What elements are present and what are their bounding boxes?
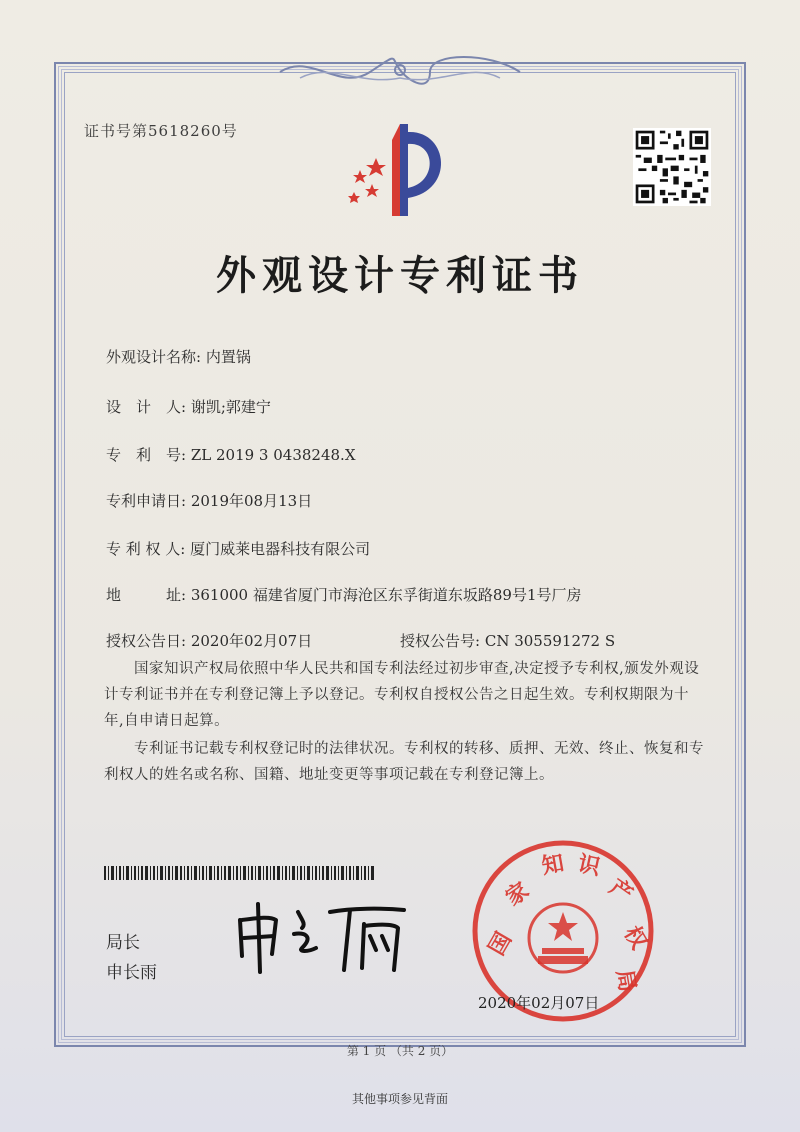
svg-text:产: 产 (604, 873, 638, 908)
patent-number-value: ZL 2019 3 0438248.X (190, 446, 356, 464)
address-label: 地 址: (106, 586, 187, 604)
page-info: 第 1 页 （共 2 页） (346, 1044, 454, 1058)
patentee-value: 厦门威莱电器科技有限公司 (190, 540, 371, 558)
back-note: 其他事项参见背面 (351, 1092, 448, 1106)
svg-text:国: 国 (483, 927, 518, 960)
svg-text:识: 识 (575, 850, 603, 881)
patent-number-label: 专 利 号: (106, 446, 187, 464)
designer-row (106, 396, 271, 417)
qr-code-icon (633, 128, 711, 206)
certificate-number: 证书号第5618260号 (84, 122, 238, 140)
top-ornament-icon (270, 52, 530, 92)
design-name-row (106, 346, 251, 367)
announce-date-label: 授权公告日: (106, 632, 187, 650)
designer-value: 谢凯;郭建宁 (190, 398, 271, 416)
legal-status-paragraph: 专利证书记载专利权登记时的法律状况。专利权的转移、质押、无效、终止、恢复和专利权人的姓名或名称、国籍、地址变更等事项记载在专利登记簿上。 (104, 741, 704, 783)
signatory-title: 局长 (106, 933, 140, 953)
address-value: 361000 福建省厦门市海沧区东孚街道东坂路89号1号厂房 (190, 586, 582, 604)
design-name-value: 内置锅 (205, 348, 251, 366)
patent-number-row (106, 444, 356, 465)
svg-text:局: 局 (611, 967, 641, 994)
signatory-name: 申长雨 (106, 963, 157, 983)
svg-text:家: 家 (500, 877, 534, 912)
filing-date-row (106, 490, 312, 511)
patentee-row (106, 538, 370, 559)
address-row (106, 584, 582, 605)
svg-text:知: 知 (539, 850, 566, 880)
barcode-icon (104, 866, 374, 880)
announce-date-value: 2020年02月07日 (190, 632, 313, 650)
seal-date: 2020年02月07日 (478, 994, 600, 1012)
patentee-label: 专 利 权 人: (106, 540, 186, 558)
patent-office-logo-icon (338, 120, 468, 220)
filing-date-label: 专利申请日: (106, 492, 187, 510)
announce-number-row (400, 630, 615, 651)
design-name-label: 外观设计名称: (106, 348, 202, 366)
filing-date-value: 2019年08月13日 (190, 492, 313, 510)
svg-text:权: 权 (618, 921, 653, 954)
announce-number-value: CN 305591272 S (484, 632, 616, 650)
grant-paragraph: 国家知识产权局依照中华人民共和国专利法经过初步审查,决定授予专利权,颁发外观设计专利证书并在专利登记簿上予以登记。专利权自授权公告之日起生效。专利权期限为十年,自申请日起算。 (104, 661, 700, 729)
announce-date-row (106, 630, 312, 651)
designer-label: 设 计 人: (106, 398, 187, 416)
announce-number-label: 授权公告号: (400, 632, 481, 650)
certificate-title: 外观设计专利证书 (216, 253, 584, 299)
handwritten-signature (232, 898, 412, 978)
